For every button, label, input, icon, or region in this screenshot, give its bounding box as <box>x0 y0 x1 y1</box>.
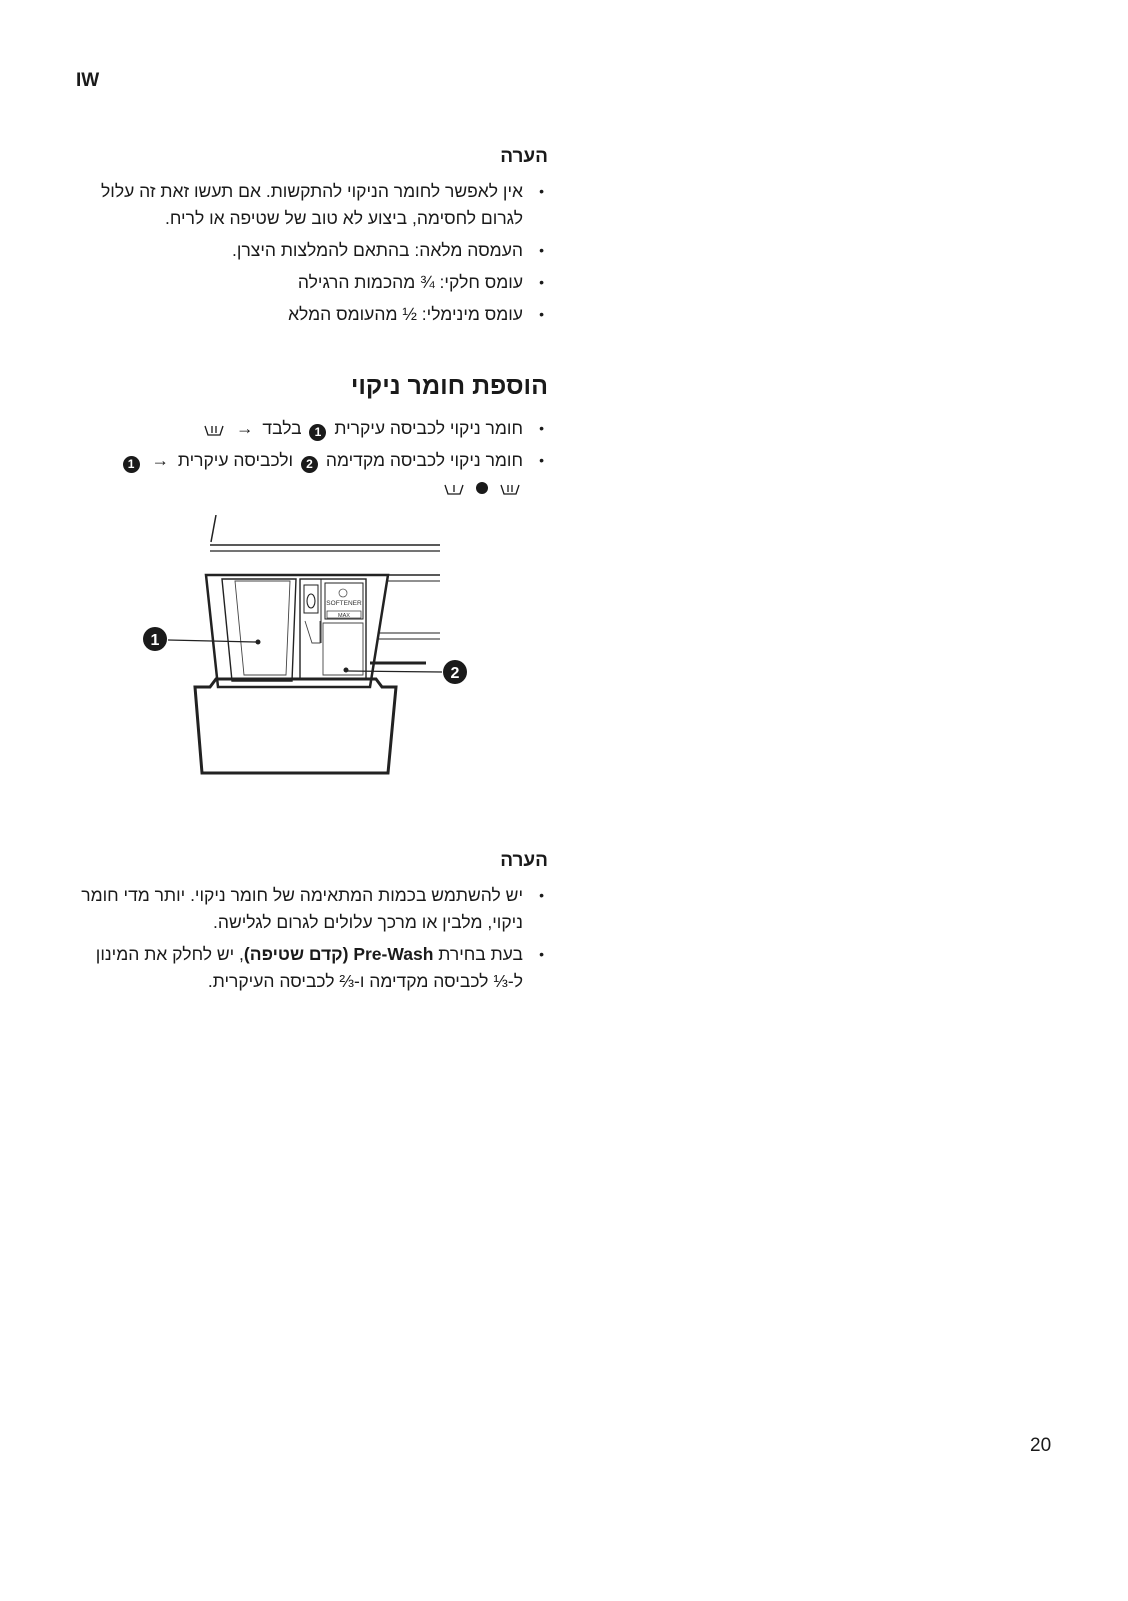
arrow-icon: → <box>151 450 169 470</box>
prewash-bold-he: (קדם שטיפה) <box>243 944 349 964</box>
note-block-1 <box>78 146 548 333</box>
language-code: IW <box>76 70 100 91</box>
detergent-list <box>78 415 548 501</box>
main-wash-item <box>78 415 548 442</box>
prewash-pre: בעת בחירת <box>438 944 523 964</box>
note-item: • עומס חלקי: ¾ מהכמות הרגילה <box>78 269 548 296</box>
page-number: 20 <box>1030 1435 1052 1456</box>
note-title: הערה <box>500 146 548 167</box>
prewash-item <box>78 447 548 501</box>
arrow-icon: → <box>236 418 254 438</box>
note-block-2 <box>78 850 548 1000</box>
main-wash-basin-icon <box>499 482 521 496</box>
note-title: הערה <box>500 850 548 871</box>
softener-label: SOFTENER <box>326 600 362 607</box>
note-list <box>78 178 548 328</box>
section-heading: הוספת חומר ניקוי <box>350 372 548 400</box>
compartment-2-point <box>344 668 349 673</box>
detergent-section <box>78 372 548 506</box>
prewash-bold-en: Pre-Wash <box>353 944 434 964</box>
main-wash-text: חומר ניקוי לכביסה עיקרית <box>334 418 523 438</box>
bullet-dot-icon <box>476 482 488 494</box>
main-wash-basin-icon <box>203 423 225 437</box>
note-item: • העמסה מלאה: בהתאם להמלצות היצרן. <box>78 237 548 264</box>
compartment-1-point <box>256 640 261 645</box>
note-item: • יש להשתמש בכמות המתאימה של חומר ניקוי. יותר מדי חומר ניקוי, מלבין או מרכך עלולים לגרום לגלישה. <box>78 882 548 936</box>
prewash-text-b: ולכביסה עיקרית <box>177 450 294 470</box>
callout-1-label: 1 <box>150 632 160 649</box>
prewash-post: , יש לחלק את המינון ל-⅓ לכביסה מקדימה ו-⅔ לכביסה העיקרית. <box>95 944 523 991</box>
prewash-note-item <box>78 941 548 995</box>
detergent-drawer-illustration <box>140 515 500 790</box>
compartment-2-marker: 2 <box>301 456 318 473</box>
prewash-basin-icon <box>443 482 465 496</box>
softener-symbol-icon <box>339 589 347 597</box>
max-level-label: MAX <box>338 613 350 619</box>
note-item: • עומס מינימלי: ½ מהעומס המלא <box>78 301 548 328</box>
note-list <box>78 882 548 995</box>
note-item: • אין לאפשר לחומר הניקוי להתקשות. אם תעשו זאת זה עלול לגרום לחסימה, ביצוע לא טוב של שטיפה או לריח. <box>78 178 548 232</box>
compartment-1-marker: 1 <box>123 456 140 473</box>
prewash-text-a: חומר ניקוי לכביסה מקדימה <box>325 450 523 470</box>
callout-2-label: 2 <box>450 665 460 682</box>
compartment-1-marker: 1 <box>309 424 326 441</box>
only-text: בלבד <box>262 418 302 438</box>
